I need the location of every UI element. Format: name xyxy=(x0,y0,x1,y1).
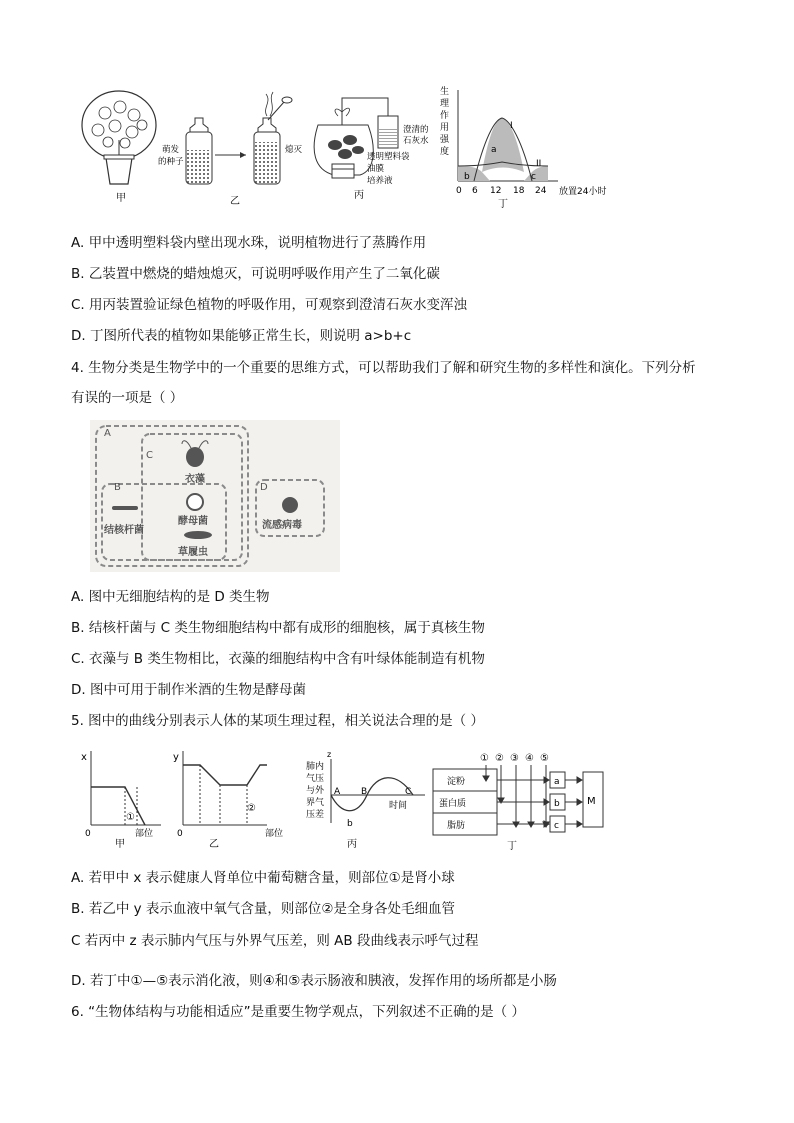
yi-marker: ② xyxy=(247,803,256,814)
yi-seed-label-2: 的种子 xyxy=(158,157,184,167)
bing-caption: 丙 xyxy=(347,839,357,850)
ding-tick: 24 xyxy=(535,186,547,196)
ding-tick: 6 xyxy=(472,186,478,196)
yi-apparatus xyxy=(186,92,292,184)
ding-curve-label: I xyxy=(510,121,513,131)
jia-caption: 甲 xyxy=(115,839,125,850)
bing-ylabel-line: 气压 xyxy=(306,774,325,784)
q5-option-d: D. 若丁中①—⑤表示消化液，则④和⑤表示肠液和胰液，发挥作用的场所都是小肠 xyxy=(71,973,557,989)
juice-label: ① xyxy=(480,753,489,764)
yeast-icon xyxy=(187,494,203,510)
ding-ylabel-char: 生 xyxy=(440,87,450,97)
bing-ylabel-line: 压差 xyxy=(306,810,325,820)
bing-medium-label: 培养液 xyxy=(367,176,393,186)
ding-tick: 12 xyxy=(490,186,502,196)
ding-area-label: b xyxy=(464,172,470,182)
ding-area-label: a xyxy=(491,145,497,155)
ding-xlabel: 放置24小时 xyxy=(559,187,607,197)
q5-option-a: A. 若甲中 x 表示健康人肾单位中葡萄糖含量，则部位①是肾小球 xyxy=(71,870,455,886)
set-c-label: C xyxy=(146,450,153,461)
q6-stem: 6. “生物体结构与功能相适应”是重要生物学观点，下列叙述不正确的是（ ） xyxy=(71,1004,525,1020)
jia-origin: 0 xyxy=(85,829,91,839)
jia-caption: 甲 xyxy=(116,193,126,204)
q5-bing-graph xyxy=(306,750,425,850)
q5-figure-svg xyxy=(75,745,615,855)
bing-lower-label: b xyxy=(347,819,353,829)
influenza-virus-icon xyxy=(282,497,298,513)
bing-bag-label: 透明塑料袋 xyxy=(367,152,410,162)
set-d-label: D xyxy=(260,482,268,493)
q3-option-c: C. 用丙装置验证绿色植物的呼吸作用，可观察到澄清石灰水变浑浊 xyxy=(71,297,468,313)
jia-marker: ① xyxy=(126,812,135,823)
yi-xlabel: 部位 xyxy=(265,829,284,839)
bing-point-label: C xyxy=(405,787,412,797)
nutrient-label: 蛋白质 xyxy=(439,799,467,809)
ding-ylabel-char: 度 xyxy=(440,147,450,157)
yi-seed-label-1: 萌发 xyxy=(162,145,180,155)
bing-apparatus xyxy=(314,98,398,178)
q4-option-a: A. 图中无细胞结构的是 D 类生物 xyxy=(71,589,270,605)
q5-ding-diagram xyxy=(433,753,603,852)
yi-caption: 乙 xyxy=(230,196,240,207)
q5-stem: 5. 图中的曲线分别表示人体的某项生理过程，相关说法合理的是（ ） xyxy=(71,713,484,729)
bing-point-label: B xyxy=(361,787,368,797)
bing-ylabel-line: 界气 xyxy=(306,798,325,808)
q4-option-d: D. 图中可用于制作米酒的生物是酵母菌 xyxy=(71,682,306,698)
jia-plant-illustration xyxy=(82,91,156,184)
q3-figure-svg xyxy=(70,80,630,210)
q5-yi-graph xyxy=(173,751,283,850)
q3-option-b: B. 乙装置中燃烧的蜡烛熄灭，可说明呼吸作用产生了二氧化碳 xyxy=(71,266,440,282)
bing-ylabel-line: 与外 xyxy=(306,786,325,796)
product-label: c xyxy=(554,821,559,831)
nutrient-label: 脂肪 xyxy=(447,821,466,831)
juice-label: ② xyxy=(495,753,504,764)
juice-label: ⑤ xyxy=(540,753,549,764)
ding-ylabel-char: 强 xyxy=(440,135,450,145)
bing-limewater-label-2: 石灰水 xyxy=(403,136,429,146)
ding-curve-label: II xyxy=(536,159,542,169)
bing-caption: 丙 xyxy=(354,190,364,201)
q4-stem-line2: 有误的一项是（ ） xyxy=(71,390,184,406)
bing-limewater-label-1: 澄清的 xyxy=(403,125,429,135)
yi-caption: 乙 xyxy=(209,839,219,850)
q4-figure-svg xyxy=(90,420,340,572)
set-a-label: A xyxy=(104,428,111,439)
nutrient-label: 淀粉 xyxy=(447,777,466,787)
tuberculosis-bacillus-icon xyxy=(112,506,138,510)
yi-y-label: y xyxy=(173,752,179,763)
organism-label: 草履虫 xyxy=(178,547,208,558)
q3-option-a: A. 甲中透明塑料袋内壁出现水珠，说明植物进行了蒸腾作用 xyxy=(71,235,427,251)
q4-stem-line1: 4. 生物分类是生物学中的一个重要的思维方式，可以帮助我们了解和研究生物的多样性和演化。下列分析 xyxy=(71,360,696,376)
q5-option-b: B. 若乙中 y 表示血液中氧气含量，则部位②是全身各处毛细血管 xyxy=(71,901,456,917)
bing-y-label: z xyxy=(327,750,332,759)
product-label: a xyxy=(554,777,560,787)
ding-tick: 18 xyxy=(513,186,525,196)
product-label: b xyxy=(554,799,560,809)
q3-figure xyxy=(70,80,630,210)
ding-ylabel-char: 理 xyxy=(440,99,450,109)
bing-xlabel: 时间 xyxy=(389,801,408,811)
bing-oil-label: 油膜 xyxy=(367,164,385,174)
chlamydomonas-icon xyxy=(186,447,204,467)
yi-candle-label: 熄灭 xyxy=(285,145,303,155)
bing-ylabel-line: 肺内 xyxy=(306,762,325,772)
jia-xlabel: 部位 xyxy=(135,829,154,839)
juice-label: ④ xyxy=(525,753,534,764)
organism-label: 衣藻 xyxy=(185,474,205,485)
ding-ylabel-char: 作 xyxy=(440,111,450,121)
q4-classification-figure xyxy=(90,420,340,572)
organism-label: 酵母菌 xyxy=(178,516,208,527)
q5-figure xyxy=(75,745,615,855)
q3-option-d: D. 丁图所代表的植物如果能够正常生长，则说明 a>b+c xyxy=(71,328,412,344)
juice-label: ③ xyxy=(510,753,519,764)
ding-caption: 丁 xyxy=(498,199,508,210)
organism-label: 结核杆菌 xyxy=(104,525,144,536)
paramecium-icon xyxy=(184,531,212,539)
ding-ylabel-char: 用 xyxy=(440,123,450,133)
ding-area-label: c xyxy=(531,172,536,182)
ding-tick: 0 xyxy=(456,186,462,196)
target-label: M xyxy=(587,796,596,807)
q4-option-c: C. 衣藻与 B 类生物相比，衣藻的细胞结构中含有叶绿体能制造有机物 xyxy=(71,651,485,667)
organism-label: 流感病毒 xyxy=(262,520,302,531)
q5-jia-graph xyxy=(81,751,161,850)
ding-caption: 丁 xyxy=(507,841,517,852)
ding-chart xyxy=(440,85,606,210)
bing-point-label: A xyxy=(334,787,341,797)
q4-option-b: B. 结核杆菌与 C 类生物细胞结构中都有成形的细胞核，属于真核生物 xyxy=(71,620,485,636)
set-b-label: B xyxy=(114,482,121,493)
q5-option-c: C 若丙中 z 表示肺内气压与外界气压差，则 AB 段曲线表示呼气过程 xyxy=(71,933,479,949)
yi-origin: 0 xyxy=(177,829,183,839)
jia-y-label: x xyxy=(81,752,87,763)
